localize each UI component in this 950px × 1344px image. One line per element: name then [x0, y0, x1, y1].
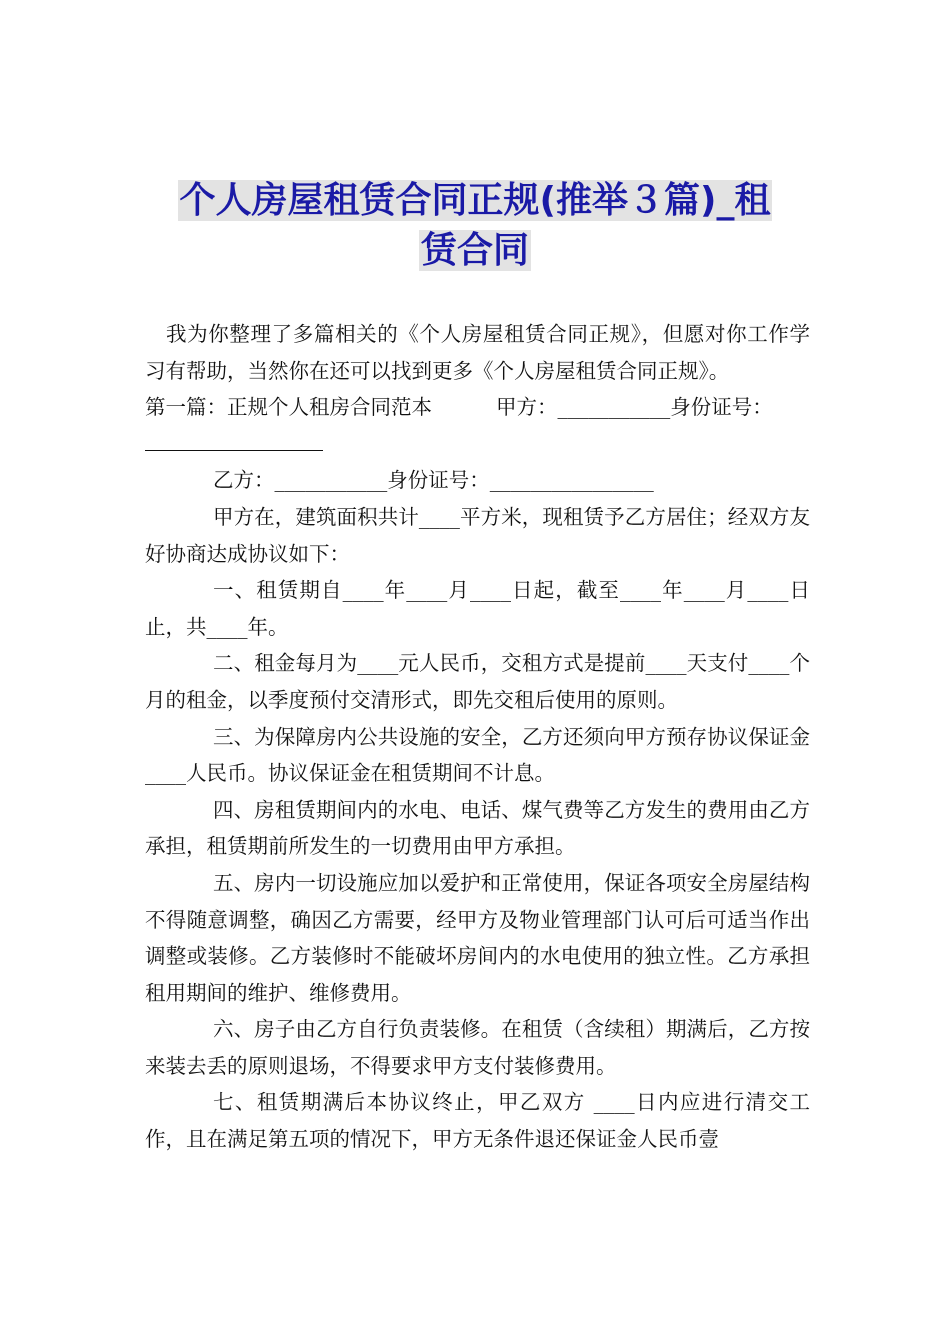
clause-3: 三、为保障房内公共设施的安全，乙方还须向甲方预存协议保证金____人民币。协议保证金在租赁期间不计息。 — [145, 724, 810, 786]
party-b-line: 乙方：___________身份证号：________________ — [213, 468, 654, 493]
document-body — [145, 316, 810, 1158]
clause-6: 六、房子由乙方自行负责装修。在租赁（含续租）期满后，乙方按来装去丢的原则退场，不得要求甲方支付装修费用。 — [145, 1017, 810, 1078]
clause-7: 七、租赁期满后本协议终止，甲乙双方 ____日内应进行清交工作，且在满足第五项的情况下，甲方无条件退还保证金人民币壹 — [145, 1090, 810, 1152]
party-a-line: 甲方：___________身份证号： — [496, 395, 773, 420]
intro-paragraph: 我为你整理了多篇相关的《个人房屋租赁合同正规》，但愿对你工作学习有帮助，当然你在还可以找到更多《个人房屋租赁合同正规》。 — [145, 322, 810, 383]
section-1-heading: 第一篇：正规个人租房合同范本 — [145, 395, 432, 420]
clause-5: 五、房内一切设施应加以爱护和正常使用，保证各项安全房屋结构不得随意调整，确因乙方需要，经甲方及物业管理部门认可后可适当作出调整或装修。乙方装修时不能破坏房间内的水电使用的独立性。乙方承担租用期间的维护、维修费用。 — [145, 870, 810, 1005]
section-heading-row — [145, 389, 810, 426]
clause-4: 四、房租赁期间内的水电、电话、煤气费等乙方发生的费用由乙方承担，租赁期前所发生的一切费用由甲方承担。 — [145, 797, 810, 859]
document-title — [140, 176, 810, 276]
clause-1: 一、租赁期自____年____月____日起，截至____年____月____日止，共____年。 — [145, 578, 810, 639]
id-number-blank — [145, 426, 810, 463]
title-line-1: 个人房屋租赁合同正规(推举３篇)_租 — [179, 180, 771, 221]
title-line-2: 赁合同 — [420, 230, 529, 271]
clause-preamble: 甲方在，建筑面积共计____平方米，现租赁予乙方居住；经双方友好协商达成协议如下： — [145, 504, 810, 566]
clause-2: 二、租金每月为____元人民币，交租方式是提前____天支付____个月的租金，以季度预付交清形式，即先交租后使用的原则。 — [145, 651, 810, 712]
